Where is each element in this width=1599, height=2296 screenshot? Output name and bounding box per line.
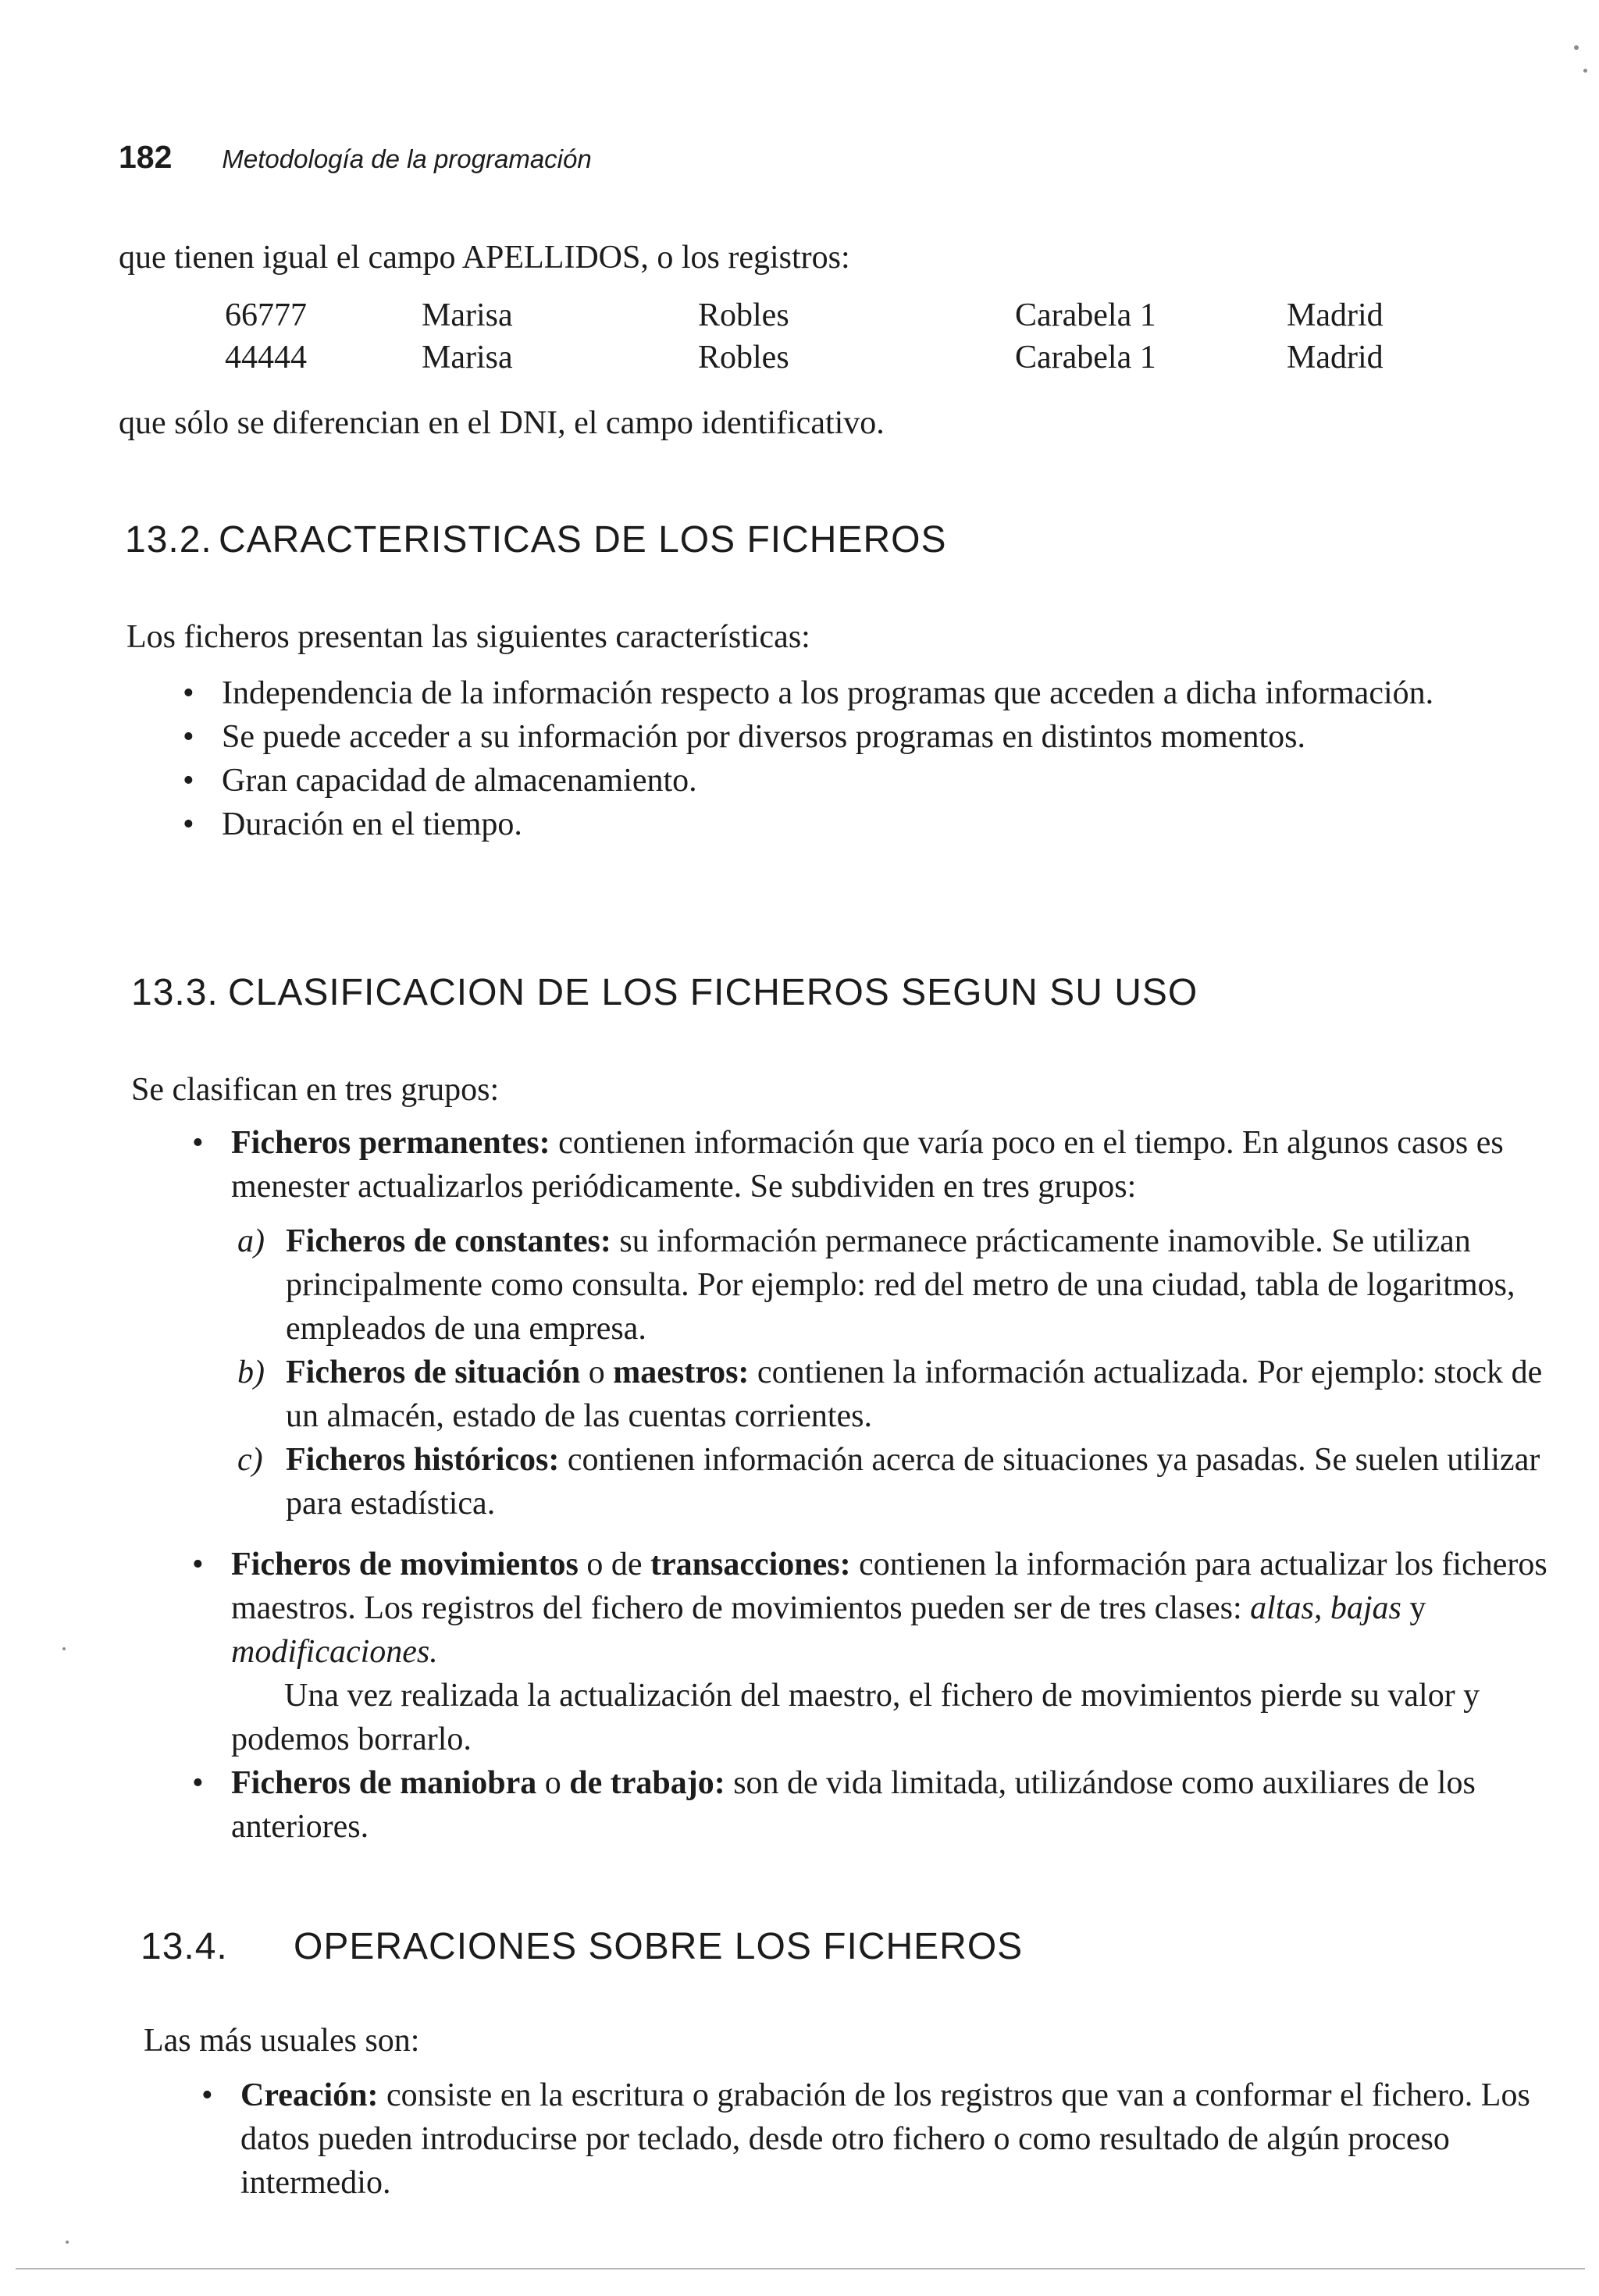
description: su información permanece prácticamente inamovible. Se utilizan principalmente como consulta. Por ejemplo: red del metro de una ciudad, tabla de logaritmos, empleados de una empresa. bbox=[286, 1223, 1515, 1347]
term: Ficheros de movimientos bbox=[231, 1547, 579, 1582]
bullet-icon: • bbox=[192, 1547, 204, 1582]
sub-item-b bbox=[237, 1351, 1547, 1438]
record-nombre: Marisa bbox=[422, 340, 513, 376]
characteristics-list bbox=[183, 671, 1541, 846]
description: contienen la información para actualizar los ficheros maestros. Los registros del fichero de movimientos pueden ser de tres clases: bbox=[231, 1547, 1547, 1626]
section-heading-13-2 bbox=[125, 518, 946, 561]
movimientos-paragraph-2: Una vez realizada la actualización del maestro, el fichero de movimientos pierde su valor y podemos borrarlo. bbox=[231, 1678, 1480, 1757]
intro-line-2: que sólo se diferencian en el DNI, el campo identificativo. bbox=[119, 405, 885, 441]
list-item-maniobra bbox=[192, 1761, 1547, 1849]
record-apellido: Robles bbox=[698, 297, 789, 333]
list-item bbox=[183, 671, 1541, 715]
bullet-icon: • bbox=[183, 763, 194, 799]
sub-item-a bbox=[237, 1219, 1547, 1351]
section-13-3-intro: Se clasifican en tres grupos: bbox=[131, 1072, 500, 1108]
connector: y bbox=[1409, 1590, 1426, 1626]
description: contienen la información actualizada. Por ejemplo: stock de un almacén, estado de las cuentas corrientes. bbox=[286, 1354, 1543, 1434]
sub-item-c bbox=[237, 1438, 1547, 1525]
section-title: OPERACIONES SOBRE LOS FICHEROS bbox=[294, 1926, 1024, 1967]
book-title: Metodología de la programación bbox=[222, 144, 592, 173]
page-bottom-edge bbox=[16, 2268, 1585, 2269]
sub-letter: c) bbox=[237, 1442, 263, 1478]
list-item-text: Duración en el tiempo. bbox=[222, 806, 522, 842]
classification-list bbox=[192, 1121, 1547, 1849]
scan-speck bbox=[66, 2241, 69, 2244]
term: transacciones: bbox=[650, 1547, 851, 1582]
section-heading-13-4 bbox=[141, 1925, 1023, 1968]
term: Ficheros de constantes: bbox=[286, 1223, 611, 1259]
list-item-permanentes bbox=[192, 1121, 1547, 1525]
term: Ficheros de situación bbox=[286, 1354, 581, 1390]
bullet-icon: • bbox=[183, 719, 194, 755]
section-number: 13.4. bbox=[141, 1926, 228, 1967]
scan-speck bbox=[1574, 45, 1579, 50]
section-heading-13-3 bbox=[131, 971, 1198, 1014]
scan-speck bbox=[62, 1647, 66, 1650]
section-13-4-intro: Las más usuales son: bbox=[144, 2023, 420, 2059]
sub-letter: b) bbox=[237, 1354, 265, 1390]
intro-line-1: que tienen igual el campo APELLIDOS, o los registros: bbox=[119, 240, 850, 276]
list-item bbox=[183, 759, 1541, 803]
running-head bbox=[119, 139, 592, 176]
bullet-icon: • bbox=[192, 1765, 204, 1801]
record-nombre: Marisa bbox=[422, 297, 513, 333]
list-item-creacion bbox=[201, 2074, 1547, 2205]
section-number: 13.2. bbox=[125, 519, 212, 561]
bullet-icon: • bbox=[183, 675, 194, 711]
bullet-icon: • bbox=[192, 1125, 204, 1161]
term: Ficheros históricos: bbox=[286, 1442, 560, 1478]
sub-list bbox=[237, 1219, 1547, 1525]
term: Creación: bbox=[240, 2077, 379, 2113]
record-ciudad: Madrid bbox=[1287, 297, 1384, 333]
term: de trabajo: bbox=[569, 1765, 725, 1801]
connector: o bbox=[544, 1765, 561, 1801]
bullet-icon: • bbox=[201, 2077, 213, 2113]
term: Ficheros permanentes: bbox=[231, 1125, 550, 1161]
class-altas: altas, bbox=[1250, 1590, 1323, 1626]
bullet-icon: • bbox=[183, 806, 194, 842]
term: maestros: bbox=[613, 1354, 750, 1390]
description: son de vida limitada, utilizándose como auxiliares de los anteriores. bbox=[231, 1765, 1476, 1845]
record-dni: 44444 bbox=[225, 340, 307, 376]
list-item bbox=[183, 715, 1541, 759]
description: consiste en la escritura o grabación de los registros que van a conformar el fichero. Los datos pueden introducirse por teclado, desde otro fichero o como resultado de algún proceso intermedio. bbox=[240, 2077, 1530, 2201]
page-number: 182 bbox=[119, 139, 173, 175]
sub-letter: a) bbox=[237, 1223, 265, 1259]
list-item bbox=[183, 803, 1541, 846]
connector: o de bbox=[586, 1547, 643, 1582]
operations-list bbox=[201, 2074, 1547, 2205]
class-modificaciones: modificaciones. bbox=[231, 1634, 438, 1670]
section-title: CARACTERISTICAS DE LOS FICHEROS bbox=[219, 519, 947, 561]
description: contienen información acerca de situaciones ya pasadas. Se suelen utilizar para estadística. bbox=[286, 1442, 1540, 1522]
record-direccion: Carabela 1 bbox=[1015, 297, 1156, 333]
section-number: 13.3. bbox=[131, 972, 219, 1013]
connector: o bbox=[588, 1354, 605, 1390]
description: contienen información que varía poco en el tiempo. En algunos casos es menester actualizarlos periódicamente. Se subdividen en tres grupos: bbox=[231, 1125, 1504, 1205]
record-dni: 66777 bbox=[225, 297, 307, 333]
class-bajas: bajas bbox=[1330, 1590, 1401, 1626]
record-direccion: Carabela 1 bbox=[1015, 340, 1156, 376]
list-item-text: Se puede acceder a su información por diversos programas en distintos momentos. bbox=[222, 719, 1305, 755]
term: Ficheros de maniobra bbox=[231, 1765, 537, 1801]
list-item-text: Gran capacidad de almacenamiento. bbox=[222, 763, 697, 799]
record-apellido: Robles bbox=[698, 340, 789, 376]
section-title: CLASIFICACION DE LOS FICHEROS SEGUN SU USO bbox=[228, 972, 1198, 1013]
list-item-text: Independencia de la información respecto a los programas que acceden a dicha información. bbox=[222, 675, 1434, 711]
section-13-2-intro: Los ficheros presentan las siguientes características: bbox=[126, 619, 810, 655]
list-item-movimientos bbox=[192, 1543, 1547, 1761]
scan-speck bbox=[1583, 69, 1587, 73]
record-ciudad: Madrid bbox=[1287, 340, 1384, 376]
